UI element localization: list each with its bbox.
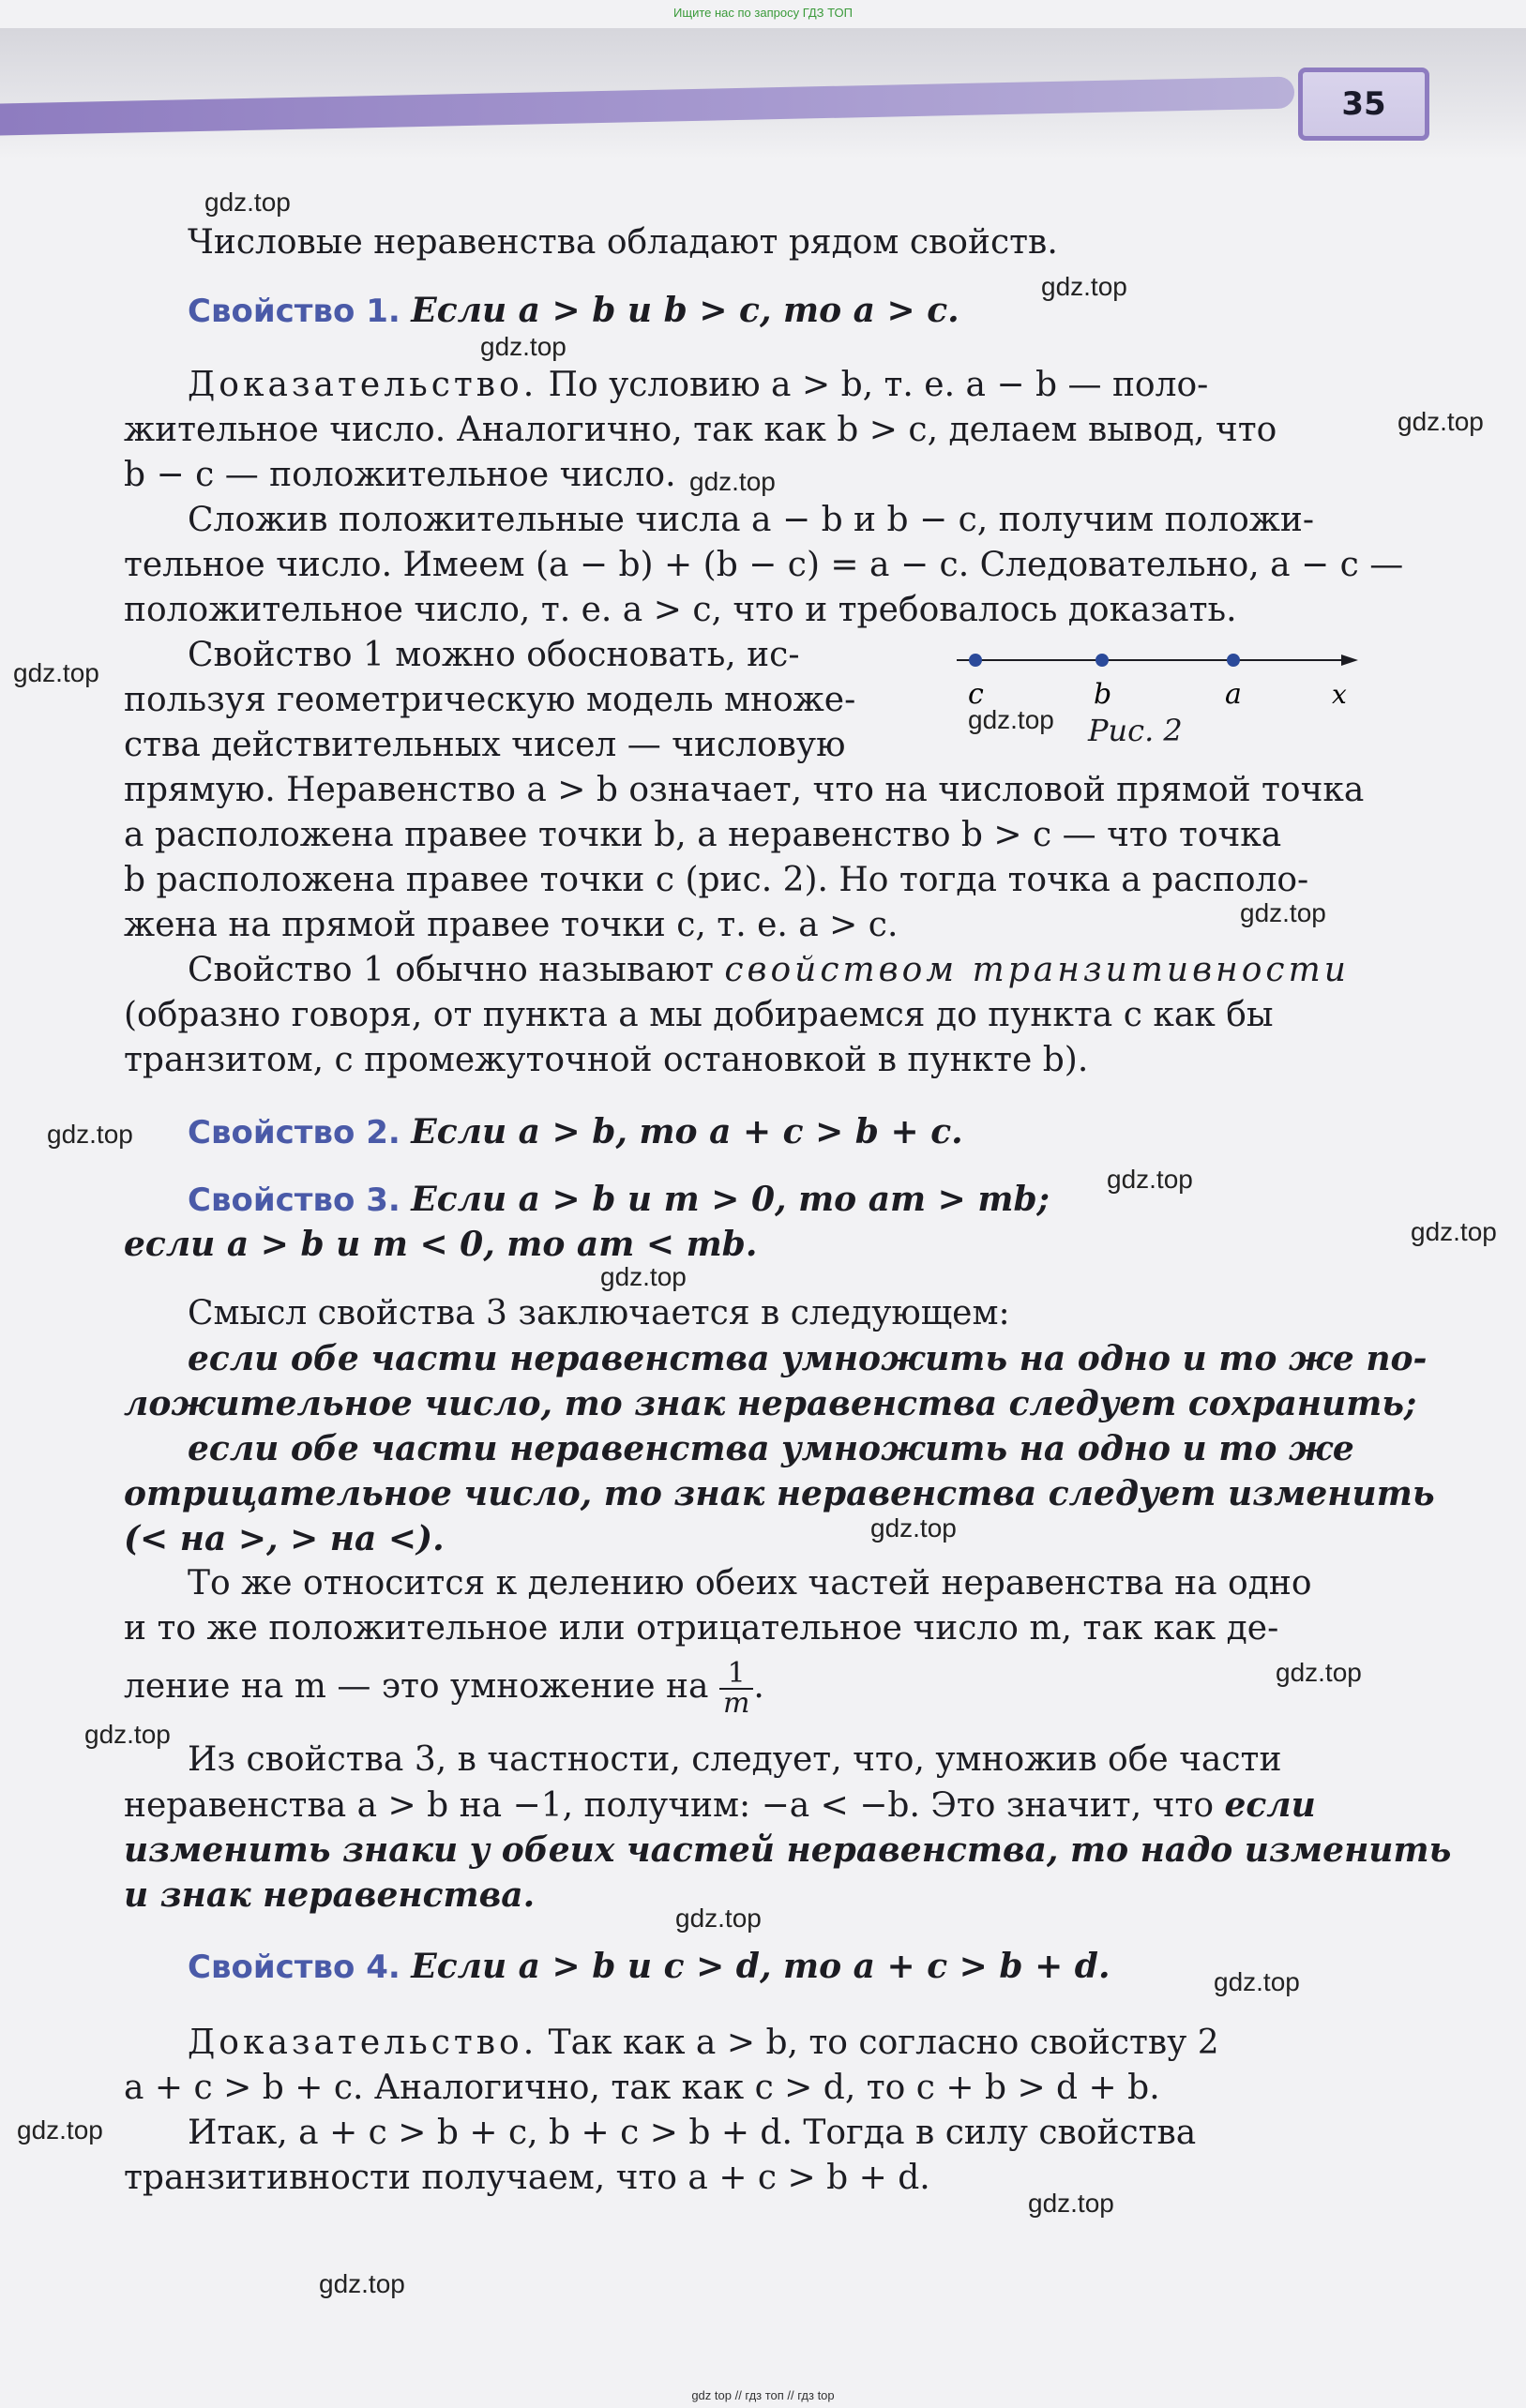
text-line: транзитивности получаем, что a + c > b + d. [124,2159,930,2197]
watermark: gdz.top [870,1513,957,1543]
watermark: gdz.top [319,2269,405,2298]
text-line: Числовые неравенства обладают рядом свойств. [188,223,1058,262]
text-line: Итак, a + c > b + c, b + c > b + d. Тогда в силу свойства [188,2114,1197,2152]
emphasis-line: изменить знаки у обеих частей неравенства, то надо изменить [124,1830,1452,1870]
property-statement: Если a > b, то a + c > b + c. [411,1112,963,1151]
point-a [1227,654,1240,667]
text-line [124,1785,1316,1825]
text-line: ление на m — это умножение на $\frac{1}{m}$ . [124,1657,764,1720]
text-span: неравенства a > b на −1, получим: −a < −b. Это значит, что [124,1786,1225,1825]
emphasis-line: отрицательное число, то знак неравенства следует изменить [124,1474,1435,1513]
watermark: gdz.top [1107,1165,1193,1194]
property-label: Свойство 4. [188,1949,400,1986]
property-label: Свойство 3. [188,1181,400,1219]
text-line: b − c — положительное число. [124,456,676,494]
watermark: gdz.top [47,1120,133,1149]
bottom-footer: gdz top // гдз топ // гдз top [691,2388,835,2402]
top-banner: Ищите нас по запросу ГДЗ ТОП [673,6,853,20]
text-line: То же относится к делению обеих частей неравенства на одно [188,1564,1312,1603]
text-span: ление на m — это умножение на [124,1667,709,1706]
emphasis-line: (< на >, > на <). [124,1519,445,1558]
axis-label-x: x [1332,679,1347,710]
text-line: a расположена правее точки b, а неравенство b > c — что точка [124,816,1282,854]
proof-line [188,366,1208,404]
watermark: gdz.top [1398,407,1484,436]
property-statement: Если a > b и b > c, то a > c. [411,291,959,330]
property-label: Свойство 1. [188,293,400,330]
watermark: gdz.top [1041,272,1127,301]
point-label-c: c [968,678,984,711]
text-line: Так как a > b, то согласно свойству 2 [548,2024,1219,2062]
watermark: gdz.top [204,188,291,217]
watermark: gdz.top [1411,1217,1497,1246]
text-line: Свойство 1 можно обосновать, ис- [188,636,800,674]
figure-caption: Рис. 2 [1088,713,1183,748]
watermark: gdz.top [689,467,776,496]
text-line: тельное число. Имеем (a − b) + (b − c) = a − c. Следовательно, a − c — [124,546,1404,584]
text-line: жительное число. Аналогично, так как b > c, делаем вывод, что [124,411,1277,449]
emphasis-line: ложительное число, то знак неравенства следует сохранить; [124,1384,1417,1423]
arrow-head-icon [1341,655,1358,666]
watermark: gdz.top [1214,1967,1300,1996]
property-label: Свойство 2. [188,1114,400,1151]
proof-word: Доказательство. [188,366,538,404]
text-line: Из свойства 3, в частности, следует, что, умножив обе части [188,1740,1282,1779]
watermark: gdz.top [600,1262,687,1291]
property-statement: если a > b и m < 0, то am < mb. [124,1225,758,1264]
point-label-a: a [1225,678,1242,711]
property-statement: Если a > b и c > d, то a + c > b + d. [411,1947,1111,1986]
property-2 [188,1112,963,1151]
point-b [1095,654,1109,667]
text-line: b расположена правее точки c (рис. 2). Но тогда точка a располо- [124,861,1309,899]
property-statement: Если a > b и m > 0, то am > mb; [411,1180,1050,1219]
watermark: gdz.top [1276,1658,1362,1687]
text-line: и то же положительное или отрицательное число m, так как де- [124,1609,1279,1648]
emphasis-line: и знак неравенства. [124,1875,536,1915]
text-line: a + c > b + c. Аналогично, так как c > d, то c + b > d + b. [124,2069,1160,2107]
text-line: По условию a > b, т. е. a − b — поло- [548,366,1209,404]
term-transitivity: свойством транзитивности [724,951,1350,989]
fraction [719,1657,753,1720]
property-1 [188,291,959,330]
proof-line [188,2024,1219,2062]
proof-word: Доказательство. [188,2024,538,2062]
emphasis-line: если обе части неравенства умножить на одно и то же [188,1429,1354,1468]
fraction-denominator: m [722,1687,750,1720]
text-span: Свойство 1 обычно называют [188,951,725,989]
property-3 [188,1180,1050,1219]
page-number: 35 [1298,68,1429,141]
text-line: положительное число, т. е. a > c, что и требовалось доказать. [124,591,1237,629]
text-line: Смысл свойства 3 заключается в следующем: [188,1294,1010,1332]
text-line: жена на прямой правее точки c, т. е. a > c. [124,906,899,944]
watermark: gdz.top [968,705,1054,734]
watermark: gdz.top [13,658,99,687]
watermark: gdz.top [1240,898,1326,927]
emphasis-span: если [1224,1785,1316,1825]
watermark: gdz.top [480,332,567,361]
point-c [969,654,982,667]
watermark: gdz.top [17,2115,103,2145]
text-line: прямую. Неравенство a > b означает, что на числовой прямой точка [124,771,1365,809]
watermark: gdz.top [675,1904,762,1933]
watermark: gdz.top [1028,2189,1114,2218]
text-line: (образно говоря, от пункта a мы добираемся до пункта c как бы [124,996,1274,1034]
property-4 [188,1947,1110,1986]
fraction-numerator: 1 [719,1660,753,1690]
point-label-b: b [1094,678,1112,711]
emphasis-line: если обе части неравенства умножить на одно и то же по- [188,1339,1428,1378]
text-line [188,951,1350,989]
text-line: Сложив положительные числа a − b и b − c, получим положи- [188,501,1315,539]
text-line: транзитом, с промежуточной остановкой в пункте b). [124,1041,1089,1079]
watermark: gdz.top [84,1720,171,1749]
text-line: пользуя геометрическую модель множе- [124,681,856,719]
text-line: ства действительных чисел — числовую [124,726,846,764]
